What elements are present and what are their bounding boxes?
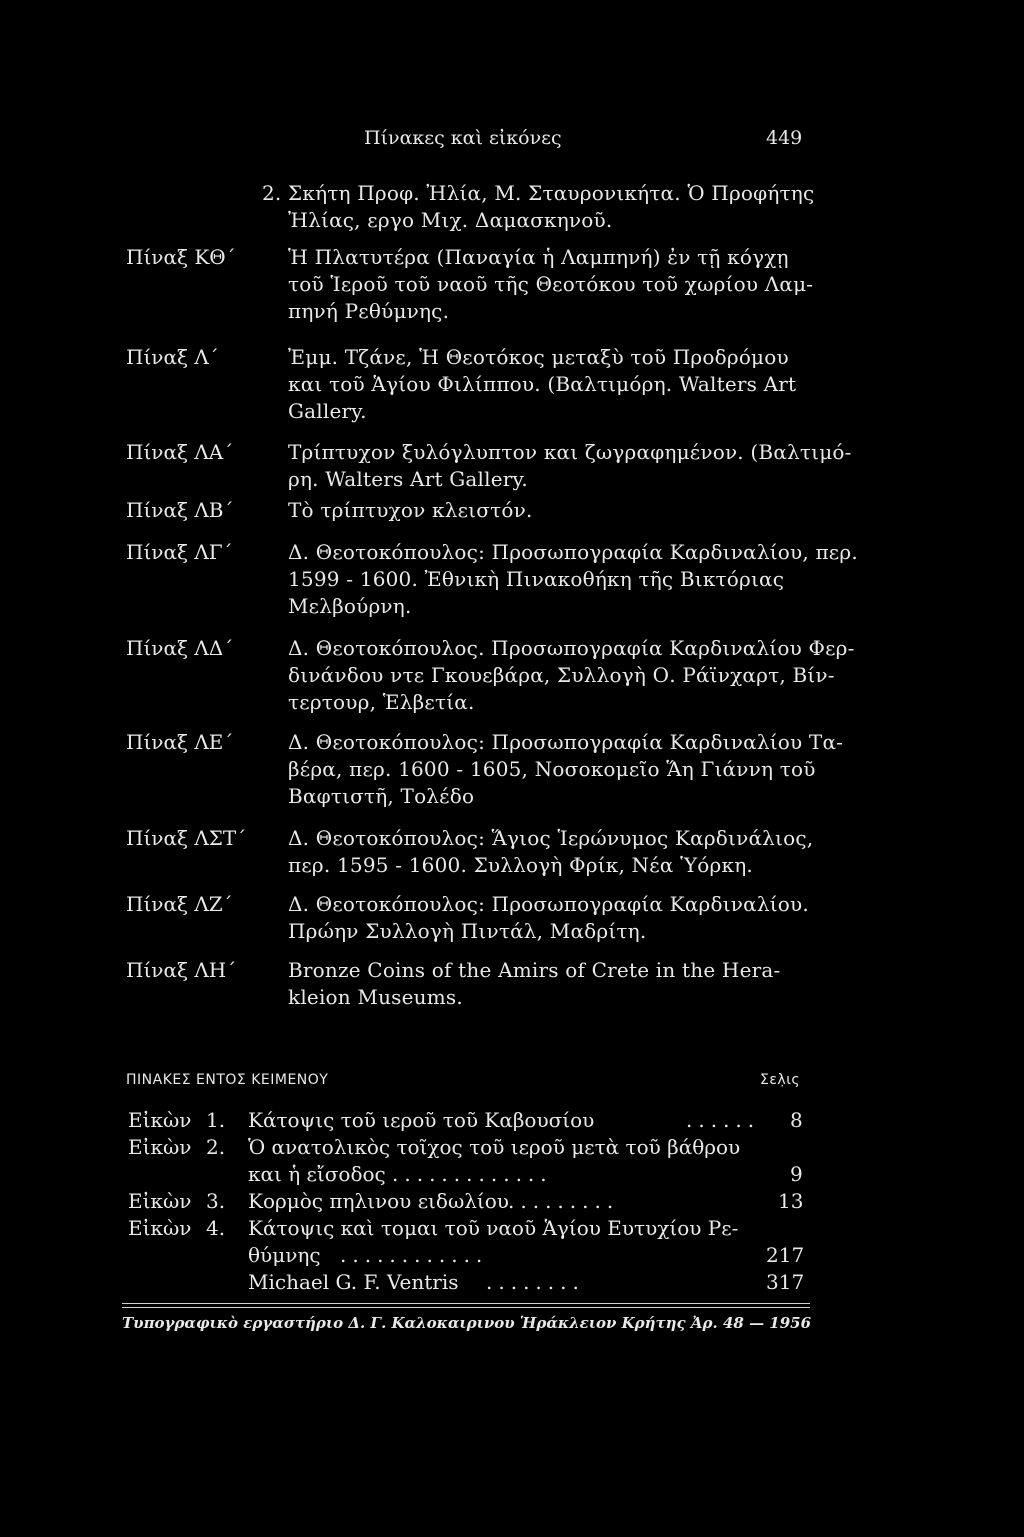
entry-text-line: Bronze Coins of the Amirs of Crete in the Hera- bbox=[288, 958, 781, 982]
toc-title: Michael G. F. Ventris bbox=[248, 1270, 459, 1294]
plate-label: Πίναξ ΛΖ΄ bbox=[126, 892, 233, 916]
entry-text-line: ρη. Walters Art Gallery. bbox=[288, 467, 528, 491]
entry-text-line: Δ. Θεοτοκόπουλος. Προσωπογραφία Καρδιναλίου Φερ- bbox=[288, 636, 855, 660]
entry-text-line: Ἡ Πλατυτέρα (Παναγία ἡ Λαμπηνή) ἐν τῇ κόγχῃ bbox=[288, 245, 789, 269]
plate-label: Πίναξ ΛΕ΄ bbox=[126, 730, 234, 754]
toc-page: 9 bbox=[790, 1162, 803, 1186]
entry-text-line: Δ. Θεοτοκόπουλος: Προσωπογραφία Καρδιναλίου, περ. bbox=[288, 540, 858, 564]
toc-leader: ............ bbox=[340, 1243, 489, 1267]
entry-text-line: Τρίπτυχον ξυλόγλυπτον και ζωγραφημένον. (Βαλτιμό- bbox=[288, 440, 852, 464]
footer-rule-top bbox=[122, 1303, 810, 1304]
printer-imprint: Τυπογραφικὸ εργαστήριο Δ. Γ. Καλοκαιρινου Ἡράκλειον Κρήτης Ἀρ. 48 — 1956 bbox=[122, 1314, 812, 1332]
running-title: Πίνακες καὶ εἰκόνες bbox=[364, 127, 562, 149]
toc-number: 4. bbox=[206, 1216, 226, 1240]
toc-number: 3. bbox=[206, 1189, 226, 1213]
toc-page: 217 bbox=[766, 1243, 805, 1267]
entry-text-line: Δ. Θεοτοκόπουλος: Ἅγιος Ἱερώνυμος Καρδινάλιος, bbox=[288, 826, 814, 850]
toc-title: και ἡ εἴσοδος bbox=[248, 1162, 386, 1186]
toc-title: Κάτοψις τοῦ ιεροῦ τοῦ Καβουσίου bbox=[248, 1108, 595, 1132]
toc-page: 13 bbox=[778, 1189, 804, 1213]
plate-label: Πίναξ ΛΒ΄ bbox=[126, 498, 234, 522]
toc-label: Εἰκὼν bbox=[128, 1189, 192, 1213]
page-number: 449 bbox=[766, 127, 803, 149]
entry-text-line: kleion Museums. bbox=[288, 985, 463, 1009]
toc-label: Εἰκὼν bbox=[128, 1135, 192, 1159]
toc-label: Εἰκὼν bbox=[128, 1108, 192, 1132]
toc-title: θύμνης bbox=[248, 1243, 321, 1267]
entry-text-line: Gallery. bbox=[288, 399, 367, 423]
entry-text-line: 2. Σκήτη Προφ. Ἠλία, Μ. Σταυρονικήτα. Ὁ Προφήτης bbox=[262, 181, 815, 205]
toc-page: 317 bbox=[766, 1270, 805, 1294]
entry-text-line: τοῦ Ἱεροῦ τοῦ ναοῦ τῆς Θεοτόκου τοῦ χωρίου Λαμ- bbox=[288, 272, 814, 296]
section-title: ΠΙΝΑΚΕΣ ΕΝΤΟΣ ΚΕΙΜΕΝΟΥ bbox=[126, 1072, 329, 1088]
entry-text-line: βέρα, περ. 1600 - 1605, Νοσοκομεῖο Ἅη Γιάννη τοῦ bbox=[288, 757, 816, 781]
toc-leader: ...... bbox=[686, 1108, 761, 1132]
entry-text-line: Ἐμμ. Τζάνε, Ἡ Θεοτόκος μεταξὺ τοῦ Προδρόμου bbox=[288, 345, 789, 369]
toc-number: 2. bbox=[206, 1135, 226, 1159]
toc-leader: ........ bbox=[486, 1270, 585, 1294]
plate-label: Πίναξ ΚΘ΄ bbox=[126, 245, 236, 269]
toc-title: Κάτοψις καὶ τομαι τοῦ ναοῦ Ἁγίου Ευτυχίου Ρε- bbox=[248, 1216, 739, 1240]
entry-text-line: και τοῦ Ἁγίου Φιλίππου. (Βαλτιμόρη. Walters Art bbox=[288, 372, 797, 396]
toc-title: Ὁ ανατολικὸς τοῖχος τοῦ ιεροῦ μετὰ τοῦ βάθρου bbox=[248, 1135, 741, 1159]
page-column-label: Σελ̣ις bbox=[760, 1072, 801, 1088]
plate-label: Πίναξ ΛΗ΄ bbox=[126, 958, 237, 982]
toc-title: Κορμὸς πηλινου ειδωλίου bbox=[248, 1189, 509, 1213]
entry-text-line: περ. 1595 - 1600. Συλλογὴ Φρίκ, Νέα Ὑόρκη. bbox=[288, 853, 753, 877]
plate-label: Πίναξ ΛΣΤ΄ bbox=[126, 826, 247, 850]
plate-label: Πίναξ Λ΄ bbox=[126, 345, 219, 369]
toc-number: 1. bbox=[206, 1108, 226, 1132]
entry-text-line: Μελβούρνη. bbox=[288, 594, 412, 618]
entry-text-line: Βαφτιστῆ, Τολέδο bbox=[288, 784, 475, 808]
toc-page: 8 bbox=[790, 1108, 803, 1132]
toc-label: Εἰκὼν bbox=[128, 1216, 192, 1240]
entry-text-line: Δ. Θεοτοκόπουλος: Προσωπογραφία Καρδιναλίου Τα- bbox=[288, 730, 844, 754]
toc-leader: ............. bbox=[392, 1162, 553, 1186]
entry-text-line: Ἠλίας, εργο Μιχ. Δαμασκηνοῦ. bbox=[288, 208, 613, 232]
plate-label: Πίναξ ΛΔ΄ bbox=[126, 636, 234, 660]
entry-text-line: τερτουρ, Ἑλβετία. bbox=[288, 690, 475, 714]
footer-rule-bottom bbox=[122, 1307, 810, 1308]
entry-text-line: δινάνδου ντε Γκουεβάρα, Συλλογὴ Ο. Ράϊνχαρτ, Βίν- bbox=[288, 663, 835, 687]
toc-leader: ......... bbox=[508, 1189, 620, 1213]
entry-text-line: Τὸ τρίπτυχον κλειστόν. bbox=[288, 498, 533, 522]
entry-text-line: 1599 - 1600. Ἐθνικὴ Πινακοθήκη τῆς Βικτόριας bbox=[288, 567, 785, 591]
plate-label: Πίναξ ΛΑ΄ bbox=[126, 440, 234, 464]
entry-text-line: Δ. Θεοτοκόπουλος: Προσωπογραφία Καρδιναλίου. bbox=[288, 892, 809, 916]
entry-text-line: πηνή Ρεθύμνης. bbox=[288, 299, 450, 323]
entry-text-line: Πρώην Συλλογὴ Πιντάλ, Μαδρίτη. bbox=[288, 919, 647, 943]
plate-label: Πίναξ ΛΓ΄ bbox=[126, 540, 233, 564]
